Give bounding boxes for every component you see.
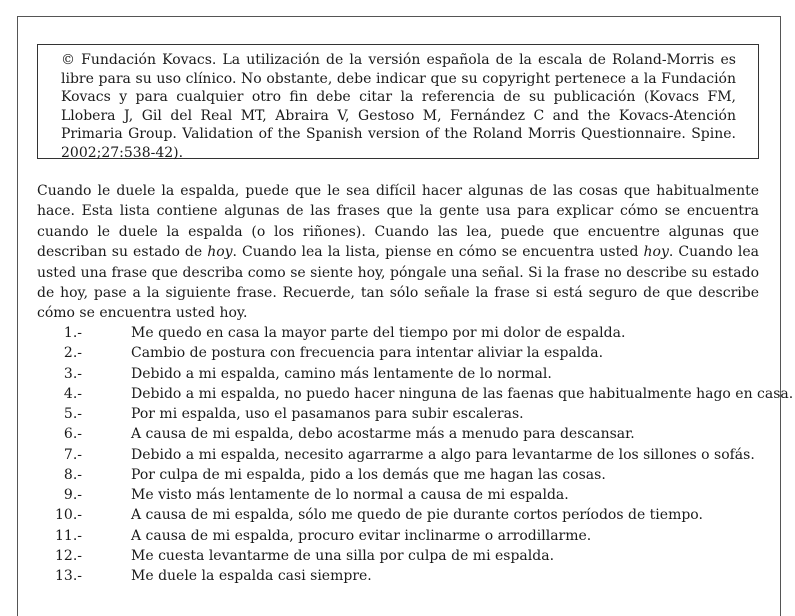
- item-number: 10.-: [55, 507, 82, 524]
- list-item: [0, 505, 795, 525]
- list-item: [0, 526, 795, 546]
- item-number: 5.-: [63, 406, 82, 422]
- instructions-paragraph: [37, 181, 759, 324]
- item-text: Debido a mi espalda, necesito agarrarme a algo para levantarme de los sillones o sofás.: [131, 446, 755, 463]
- instructions-emphasis-1: hoy: [207, 244, 233, 261]
- item-text: Me visto más lentamente de lo normal a causa de mi espalda.: [131, 487, 569, 503]
- item-number: 6.-: [63, 426, 82, 443]
- list-item: [0, 364, 795, 384]
- list-item: [0, 424, 795, 444]
- item-text: Me cuesta levantarme de una silla por culpa de mi espalda.: [131, 547, 555, 564]
- item-text: Debido a mi espalda, camino más lentamente de lo normal.: [131, 365, 552, 382]
- item-number: 13.-: [55, 568, 82, 584]
- questionnaire-list: [0, 323, 795, 586]
- list-item: [0, 323, 795, 343]
- item-text: Por culpa de mi espalda, pido a los demás que me hagan las cosas.: [131, 466, 606, 483]
- item-text: A causa de mi espalda, procuro evitar inclinarme o arrodillarme.: [131, 527, 592, 544]
- item-number: 2.-: [63, 345, 82, 362]
- item-text: Por mi espalda, uso el pasamanos para subir escaleras.: [131, 406, 524, 422]
- list-item: [0, 546, 795, 566]
- item-number: 11.-: [55, 527, 82, 544]
- item-text: Cambio de postura con frecuencia para intentar aliviar la espalda.: [131, 345, 604, 362]
- item-text: Me quedo en casa la mayor parte del tiempo por mi dolor de espalda.: [131, 325, 626, 341]
- list-item: [0, 343, 795, 363]
- list-item: [0, 485, 795, 505]
- item-number: 9.-: [63, 487, 82, 503]
- copyright-notice: © Fundación Kovacs. La utilización de la versión española de la escala de Roland-Morris es libre para su uso clínico. No obstante, debe indicar que su copyright pertenece a la Fundación Kovacs y para cualquier otro fin debe citar la referencia de su publicación (Kovacs FM, Llobera J, Gil del Real MT, Abraira V, Gestoso M, Fernández C and the Kovacs-Atención Primaria Group. Validation of the Spanish version of the Roland Morris Questionnaire. Spine. 2002;27:538-42).: [37, 44, 759, 159]
- item-text: Debido a mi espalda, no puedo hacer ninguna de las faenas que habitualmente hago en casa.: [131, 385, 794, 402]
- instructions-text-1: Cuando le duele la espalda, puede que le sea difícil hacer algunas de las cosas que habitualmente hace. Esta lista contiene algunas de las frases que la gente usa para explicar cómo se encuentra cuando le duele la espalda (o los riñones). Cuando las lea, puede que encuentre algunas que describan su estado de: [37, 183, 759, 261]
- instructions-text-3: . Cuando lea usted una frase que describa como se siente hoy, póngale una señal. Si la frase no describe su estado de hoy, pase a la siguiente frase. Recuerde, tan sólo señale la frase si está seguro de que describe cómo se encuentra usted hoy.: [37, 244, 759, 322]
- list-item: [0, 384, 795, 404]
- item-text: A causa de mi espalda, sólo me quedo de pie durante cortos períodos de tiempo.: [131, 507, 703, 524]
- list-item: [0, 465, 795, 485]
- item-number: 12.-: [55, 547, 82, 564]
- item-number: 4.-: [63, 385, 82, 402]
- item-text: Me duele la espalda casi siempre.: [131, 568, 372, 584]
- item-number: 8.-: [63, 466, 82, 483]
- list-item: [0, 404, 795, 424]
- list-item: [0, 445, 795, 465]
- item-text: A causa de mi espalda, debo acostarme más a menudo para descansar.: [131, 426, 635, 443]
- item-number: 3.-: [63, 365, 82, 382]
- instructions-text-2: . Cuando lea la lista, piense en cómo se encuentra usted: [232, 244, 644, 261]
- list-item: [0, 566, 795, 586]
- instructions-emphasis-2: hoy: [643, 244, 669, 261]
- item-number: 7.-: [63, 446, 82, 463]
- item-number: 1.-: [63, 325, 82, 341]
